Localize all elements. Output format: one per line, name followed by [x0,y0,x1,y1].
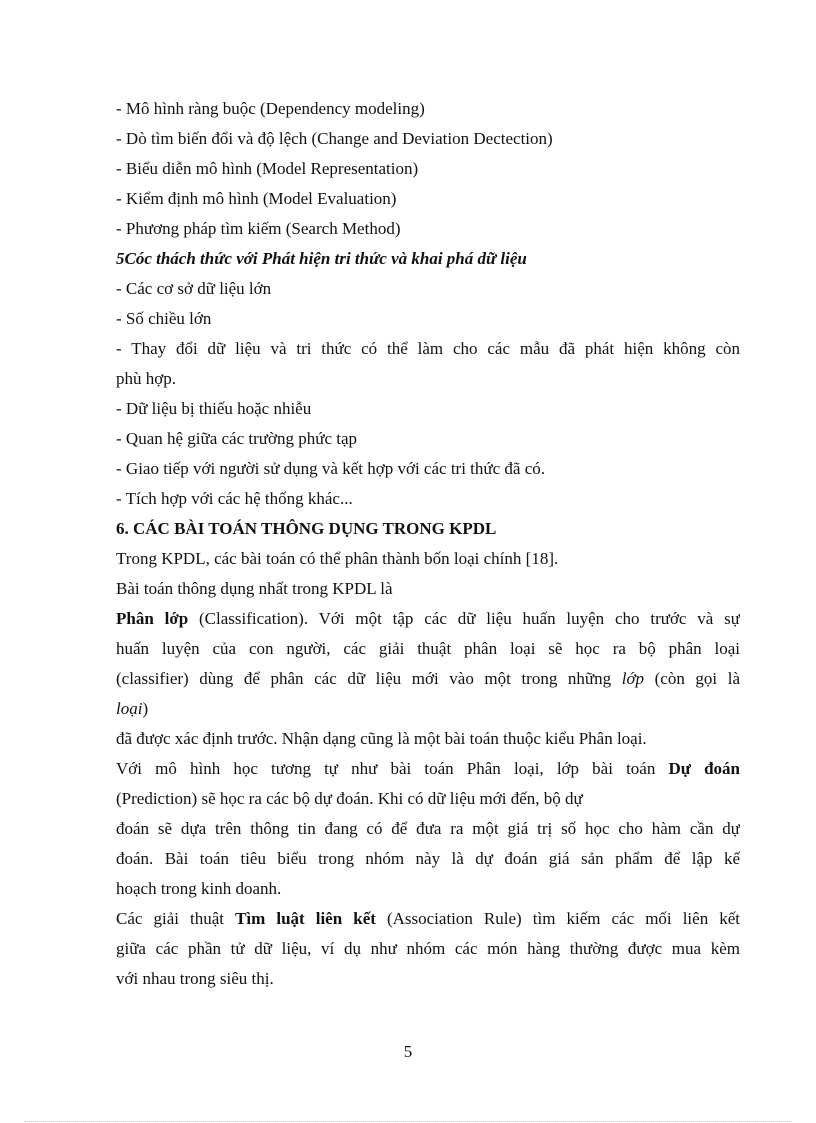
section-5-heading: 5Cóc thách thức với Phát hiện tri thức và khai phá dữ liệu [116,249,527,268]
bullet-missing-noisy-data: - Dữ liệu bị thiếu hoặc nhiễu [116,399,312,418]
bullet-model-evaluation: - Kiểm định mô hình (Model Evaluation) [116,189,397,208]
bullet-high-dimensionality: - Số chiều lớn [116,309,212,328]
paragraph-association-line1: Các giải thuật Tìm luật liên kết (Association Rule) tìm kiếm các mối liên kết [116,909,740,928]
term-association-rule: Tìm luật liên kết [235,909,376,928]
page-number: 5 [403,1042,413,1061]
bullet-complex-relations: - Quan hệ giữa các trường phức tạp [116,429,358,448]
paragraph-classification-line5: đã được xác định trước. Nhận dạng cũng là một bài toán thuộc kiểu Phân loại. [116,729,647,748]
page-bottom-divider [24,1121,792,1122]
bullet-search-method: - Phương pháp tìm kiếm (Search Method) [116,219,401,238]
term-class: lớp [621,669,645,688]
paragraph-classification-line4: loại) [116,699,149,718]
paragraph-association-line2: giữa các phần tử dữ liệu, ví dụ như nhóm các món hàng thường được mua kèm [116,939,740,958]
bullet-changing-data-cont: phù hợp. [116,369,176,388]
paragraph-prediction-line5: hoạch trong kinh doanh. [116,879,282,898]
bullet-user-interaction: - Giao tiếp với người sử dụng và kết hợp với các tri thức đã có. [116,459,546,478]
page-body [116,94,740,994]
term-prediction: Dự đoán [668,759,740,778]
paragraph-association-line3: với nhau trong siêu thị. [116,969,274,988]
bullet-changing-data: - Thay đổi dữ liệu và tri thức có thể làm cho các mẫu đã phát hiện không còn [116,339,740,358]
paragraph-classification-line3: (classifier) dùng để phân các dữ liệu mới vào một trong những lớp (còn gọi là [116,669,740,688]
bullet-large-databases: - Các cơ sở dữ liệu lớn [116,279,272,298]
paragraph-intro: Trong KPDL, các bài toán có thể phân thành bốn loại chính [18]. [116,549,559,568]
term-classification: Phân lớp [116,609,189,628]
bullet-dependency-modeling: - Mô hình ràng buộc (Dependency modeling) [116,99,425,118]
paragraph-prediction-line1: Với mô hình học tương tự như bài toán Phân loại, lớp bài toán Dự đoán [116,759,740,778]
paragraph-classification-line1: Phân lớp (Classification). Với một tập các dữ liệu huấn luyện cho trước và sự [116,609,740,628]
section-6-heading: 6. CÁC BÀI TOÁN THÔNG DỤNG TRONG KPDL [116,519,497,538]
paragraph-prediction-line2: (Prediction) sẽ học ra các bộ dự đoán. Khi có dữ liệu mới đến, bộ dự [116,789,583,808]
bullet-system-integration: - Tích hợp với các hệ thống khác... [116,489,353,508]
paragraph-prediction-line4: đoán. Bài toán tiêu biểu trong nhóm này là dự đoán giá sản phẩm để lập kế [116,849,740,868]
term-type: loại [116,699,143,718]
paragraph-classification-line2: huấn luyện của con người, các giải thuật phân loại sẽ học ra bộ phân loại [116,639,740,658]
bullet-change-deviation: - Dò tìm biến đổi và độ lệch (Change and Deviation Dectection) [116,129,553,148]
paragraph-prediction-line3: đoán sẽ dựa trên thông tin đang có để đưa ra một giá trị số học cho hàm cần dự [116,819,740,838]
bullet-model-representation: - Biểu diễn mô hình (Model Representation) [116,159,419,178]
paragraph-common-problem: Bài toán thông dụng nhất trong KPDL là [116,579,393,598]
